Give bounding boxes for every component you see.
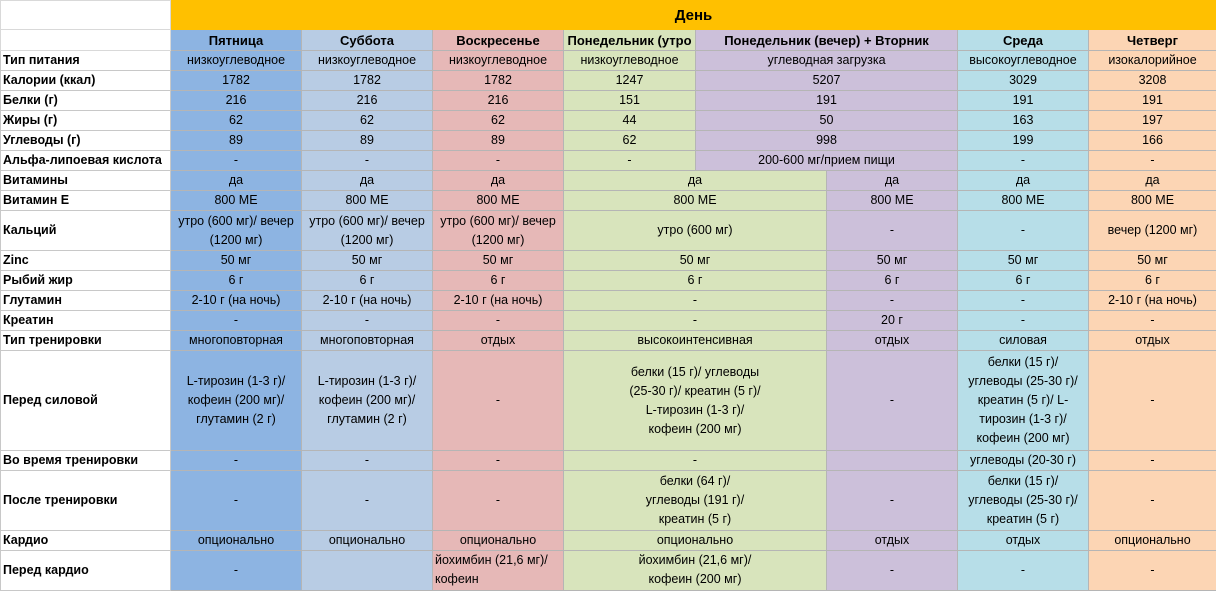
cell[interactable]: - [827,551,958,591]
cell[interactable]: 216 [433,91,564,111]
cell[interactable]: утро (600 мг) [564,211,827,251]
cell[interactable]: 2-10 г (на ночь) [171,291,302,311]
corner-cell[interactable] [1,1,171,30]
cell[interactable]: опционально [564,531,827,551]
row-vitamins [1,171,1216,191]
cell[interactable]: высокоинтенсивная [564,331,827,351]
cell[interactable]: L-тирозин (1-3 г)/ кофеин (200 мг)/ глутамин (2 г) [171,351,302,451]
cell[interactable]: 800 МЕ [433,191,564,211]
row-label: Белки (г) [1,91,171,111]
cell[interactable]: - [433,471,564,531]
cell[interactable]: многоповторная [302,331,433,351]
cell[interactable]: - [433,451,564,471]
cell[interactable]: изокалорийное [1089,51,1216,71]
cell[interactable]: опционально [302,531,433,551]
cell[interactable]: 6 г [958,271,1089,291]
cell[interactable]: 2-10 г (на ночь) [433,291,564,311]
cell[interactable]: опционально [171,531,302,551]
row-fat [1,111,1216,131]
cell[interactable]: - [171,311,302,331]
cell[interactable]: углеводы (20-30 г) [958,451,1089,471]
day-title: День [171,1,1216,30]
cell[interactable]: утро (600 мг)/ вечер (1200 мг) [171,211,302,251]
cell[interactable]: - [564,291,827,311]
cell[interactable]: 800 МЕ [827,191,958,211]
cell[interactable]: L-тирозин (1-3 г)/ кофеин (200 мг)/ глутамин (2 г) [302,351,433,451]
cell[interactable]: 191 [1089,91,1216,111]
cell[interactable]: - [958,551,1089,591]
row-training-type [1,331,1216,351]
cell[interactable]: - [1089,551,1216,591]
cell[interactable]: - [827,291,958,311]
header-corner-cell[interactable] [1,30,171,51]
cell[interactable]: - [302,451,433,471]
cell[interactable]: 163 [958,111,1089,131]
cell[interactable]: да [827,171,958,191]
cell[interactable]: 6 г [171,271,302,291]
cell[interactable]: 62 [433,111,564,131]
cell[interactable]: - [171,551,302,591]
cell[interactable]: - [827,351,958,451]
row-carbs [1,131,1216,151]
cell[interactable]: - [433,151,564,171]
cell[interactable]: отдых [958,531,1089,551]
row-label: После тренировки [1,471,171,531]
row-zinc [1,251,1216,271]
row-fish-oil [1,271,1216,291]
cell[interactable]: опционально [1089,531,1216,551]
cell[interactable]: - [302,471,433,531]
cell[interactable] [827,451,958,471]
cell[interactable]: 166 [1089,131,1216,151]
cell[interactable]: белки (15 г)/ углеводы (25-30 г)/ креатин (5 г)/ L-тирозин (1-3 г)/ кофеин (200 мг) [564,351,827,451]
row-vitamin-e [1,191,1216,211]
cell[interactable]: 2-10 г (на ночь) [302,291,433,311]
cell[interactable]: силовая [958,331,1089,351]
row-label: Перед силовой [1,351,171,451]
cell[interactable]: 50 мг [433,251,564,271]
cell[interactable]: отдых [1089,331,1216,351]
cell[interactable]: 1782 [171,71,302,91]
cell[interactable]: 50 мг [564,251,827,271]
cell[interactable]: 200-600 мг/прием пищи [696,151,958,171]
cell[interactable]: 20 г [827,311,958,331]
row-label: Zinc [1,251,171,271]
col-monday-morning: Понедельник (утро [564,30,696,51]
cell[interactable]: белки (15 г)/ углеводы (25-30 г)/ креатин (5 г)/ L-тирозин (1-3 г)/ кофеин (200 мг) [958,351,1089,451]
cell[interactable]: углеводная загрузка [696,51,958,71]
cell[interactable]: - [827,211,958,251]
row-pre-workout [1,351,1216,451]
row-label: Альфа-липоевая кислота [1,151,171,171]
row-label: Тип питания [1,51,171,71]
cell[interactable]: 44 [564,111,696,131]
cell[interactable]: 1782 [302,71,433,91]
cell[interactable]: 3029 [958,71,1089,91]
cell[interactable]: 62 [302,111,433,131]
cell[interactable]: - [564,311,827,331]
cell[interactable]: 6 г [1089,271,1216,291]
cell[interactable]: - [171,451,302,471]
cell[interactable]: да [302,171,433,191]
cell[interactable]: 191 [958,91,1089,111]
cell[interactable]: 199 [958,131,1089,151]
row-calories [1,71,1216,91]
row-during-workout [1,451,1216,471]
row-protein [1,91,1216,111]
cell[interactable]: низкоуглеводное [171,51,302,71]
row-label: Рыбий жир [1,271,171,291]
cell[interactable]: 191 [696,91,958,111]
cell[interactable]: белки (15 г)/ углеводы (25-30 г)/ креатин (5 г) [958,471,1089,531]
cell[interactable]: отдых [827,331,958,351]
cell[interactable]: утро (600 мг)/ вечер (1200 мг) [433,211,564,251]
cell[interactable]: - [171,151,302,171]
cell[interactable] [302,551,433,591]
cell[interactable]: 89 [171,131,302,151]
row-diet-type [1,51,1216,71]
cell[interactable]: 998 [696,131,958,151]
cell[interactable]: - [433,351,564,451]
cell[interactable]: 800 МЕ [171,191,302,211]
cell[interactable]: 151 [564,91,696,111]
header-row [1,30,1216,51]
row-creatine [1,311,1216,331]
row-pre-cardio [1,551,1216,591]
cell[interactable]: - [171,471,302,531]
row-cardio [1,531,1216,551]
row-label: Во время тренировки [1,451,171,471]
cell[interactable]: - [433,311,564,331]
cell[interactable]: 3208 [1089,71,1216,91]
cell[interactable]: низкоуглеводное [302,51,433,71]
cell[interactable]: - [564,451,827,471]
cell[interactable]: - [1089,151,1216,171]
cell[interactable]: утро (600 мг)/ вечер (1200 мг) [302,211,433,251]
cell[interactable]: 89 [302,131,433,151]
row-label: Перед кардио [1,551,171,591]
col-monday-evening-tuesday: Понедельник (вечер) + Вторник [696,30,958,51]
cell[interactable]: 6 г [302,271,433,291]
row-label: Глутамин [1,291,171,311]
row-label: Кардио [1,531,171,551]
cell[interactable]: низкоуглеводное [564,51,696,71]
cell[interactable]: 6 г [433,271,564,291]
cell[interactable]: 197 [1089,111,1216,131]
row-label: Креатин [1,311,171,331]
row-label: Витамин Е [1,191,171,211]
cell[interactable]: - [302,151,433,171]
col-friday: Пятница [171,30,302,51]
cell[interactable]: - [564,151,696,171]
cell[interactable]: 62 [564,131,696,151]
cell[interactable]: 1782 [433,71,564,91]
row-label: Калории (ккал) [1,71,171,91]
cell[interactable]: да [433,171,564,191]
cell[interactable]: 1247 [564,71,696,91]
row-label: Тип тренировки [1,331,171,351]
cell[interactable]: - [1089,351,1216,451]
row-label: Углеводы (г) [1,131,171,151]
cell[interactable]: низкоуглеводное [433,51,564,71]
cell[interactable]: 2-10 г (на ночь) [1089,291,1216,311]
cell[interactable]: 50 мг [958,251,1089,271]
cell[interactable]: белки (64 г)/ углеводы (191 г)/ креатин (5 г) [564,471,827,531]
cell[interactable]: 50 мг [171,251,302,271]
cell[interactable]: 216 [302,91,433,111]
col-saturday: Суббота [302,30,433,51]
cell[interactable]: 800 МЕ [1089,191,1216,211]
cell[interactable]: многоповторная [171,331,302,351]
cell[interactable]: йохимбин (21,6 мг)/ кофеин (200 мг) [564,551,827,591]
cell[interactable]: 800 МЕ [564,191,827,211]
cell[interactable]: 50 мг [1089,251,1216,271]
cell[interactable]: да [958,171,1089,191]
cell[interactable]: - [958,311,1089,331]
cell[interactable]: вечер (1200 мг) [1089,211,1216,251]
row-glutamine [1,291,1216,311]
cell[interactable]: 800 МЕ [958,191,1089,211]
cell[interactable]: 50 [696,111,958,131]
row-post-workout [1,471,1216,531]
cell[interactable]: - [958,151,1089,171]
cell[interactable]: да [1089,171,1216,191]
cell[interactable]: 62 [171,111,302,131]
cell[interactable]: - [1089,451,1216,471]
cell[interactable]: 50 мг [302,251,433,271]
cell[interactable]: - [1089,311,1216,331]
row-label: Жиры (г) [1,111,171,131]
cell[interactable]: 6 г [564,271,827,291]
cell[interactable]: 5207 [696,71,958,91]
cell[interactable]: 50 мг [827,251,958,271]
cell[interactable]: 800 МЕ [302,191,433,211]
col-sunday: Воскресенье [433,30,564,51]
row-calcium [1,211,1216,251]
cell[interactable]: отдых [433,331,564,351]
col-wednesday: Среда [958,30,1089,51]
cell[interactable]: да [564,171,827,191]
cell[interactable]: - [958,211,1089,251]
row-label: Витамины [1,171,171,191]
cell[interactable]: йохимбин (21,6 мг)/ кофеин [433,551,564,591]
title-row [1,1,1216,30]
col-thursday: Четверг [1089,30,1216,51]
cell[interactable]: - [302,311,433,331]
row-label: Кальций [1,211,171,251]
cell[interactable]: - [958,291,1089,311]
cell[interactable]: - [827,471,958,531]
row-alpha-lipoic-acid [1,151,1216,171]
cell[interactable]: 216 [171,91,302,111]
cell[interactable]: высокоуглеводное [958,51,1089,71]
cell[interactable]: да [171,171,302,191]
cell[interactable]: 6 г [827,271,958,291]
cell[interactable]: 89 [433,131,564,151]
cell[interactable]: опционально [433,531,564,551]
cell[interactable]: отдых [827,531,958,551]
cell[interactable]: - [1089,471,1216,531]
